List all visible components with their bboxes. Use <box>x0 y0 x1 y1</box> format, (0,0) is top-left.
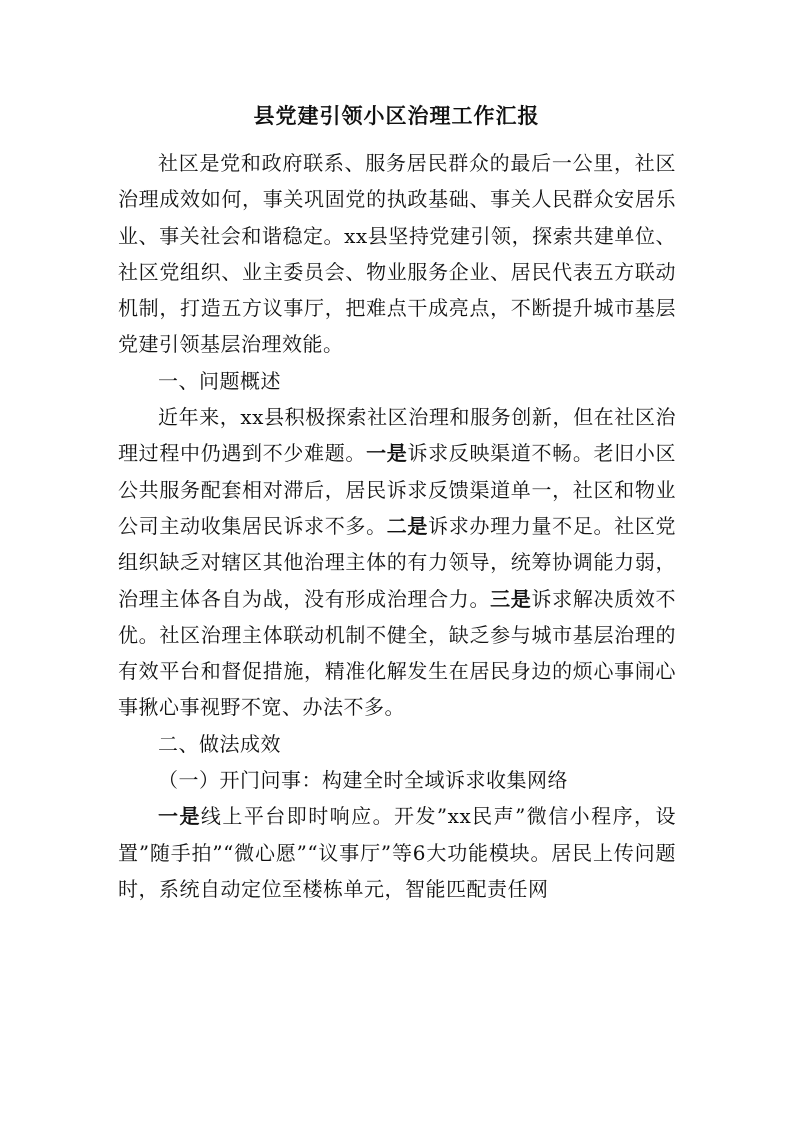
practice-lead-first: 一是 <box>158 804 201 829</box>
lead-third: 三是 <box>490 586 532 611</box>
intro-paragraph: 社区是党和政府联系、服务居民群众的最后一公里，社区治理成效如何，事关巩固党的执政基础、事关人民群众安居乐业、事关社会和谐稳定。xx县坚持党建引领，探索共建单位、社区党组织、业主委员会、物业服务企业、居民代表五方联动机制，打造五方议事厅，把难点干成亮点，不断提升城市基层党建引领基层治理效能。 <box>118 151 676 357</box>
document-title: 县党建引领小区治理工作汇报 <box>253 103 540 128</box>
problems-intro-text: 近年来，xx县积极探索社区治理和服务创新，但在社区治理过程中仍遇到不少难题。 <box>118 405 676 466</box>
section-heading-problems: 一、问题概述 <box>158 368 281 393</box>
lead-first: 一是 <box>366 441 408 466</box>
practice-one-text: 线上平台即时响应。开发”xx民声”微信小程序，设置”随手拍”“微心愿”“议事厅”等6大功能模块。居民上传问题时，系统自动定位至楼栋单元，智能匹配责任网 <box>118 804 677 901</box>
problem-one-text: 诉求反映渠道不畅。老旧小区公共服务配套相对滞后，居民诉求反馈渠道单一，社区和物业公司主动收集居民诉求不多。 <box>118 441 677 538</box>
document-body <box>118 145 676 907</box>
section-heading-practices: 二、做法成效 <box>158 731 281 756</box>
subsection-heading-open-door: （一）开门问事：构建全时全域诉求收集网络 <box>158 768 568 793</box>
lead-second: 二是 <box>386 513 429 538</box>
problem-two-text: 诉求办理力量不足。社区党组织缺乏对辖区其他治理主体的有力领导，统筹协调能力弱，治理主体各自为战，没有形成治理合力。 <box>118 513 677 611</box>
practice-paragraph <box>118 798 676 907</box>
problems-paragraph <box>118 399 676 726</box>
problem-three-text: 诉求解决质效不优。社区治理主体联动机制不健全，缺乏参与城市基层治理的有效平台和督促措施，精准化解发生在居民身边的烦心事闹心事揪心事视野不宽、办法不多。 <box>118 586 677 720</box>
